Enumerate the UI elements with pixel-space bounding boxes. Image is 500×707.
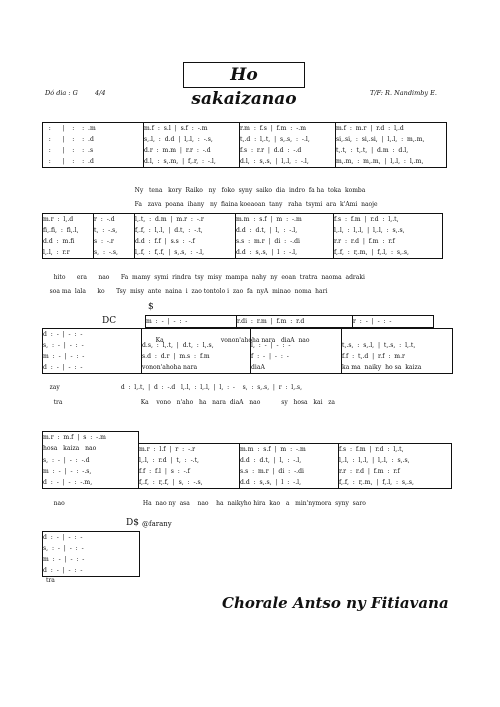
key-signature: Dó dia : G <box>45 89 78 97</box>
cell: m,.m, : m,.m, | l,.l, : l,.m, <box>336 156 447 168</box>
cell: m.r : l.f | r : -.r <box>139 443 240 455</box>
lyric: nao <box>98 274 110 281</box>
lyric: fa ha <box>308 187 325 194</box>
lyric: kai <box>313 399 323 406</box>
lyric: tra <box>46 577 55 584</box>
system-4 <box>42 431 452 507</box>
lyric: symi <box>154 274 169 281</box>
lyric: nahy <box>251 274 267 281</box>
lyric: nao <box>53 500 65 507</box>
cell: s, : - | - : - <box>43 340 142 351</box>
lyric: tany <box>269 201 283 208</box>
lyric: kory <box>168 187 182 194</box>
song-title: Ho sakaizanao <box>191 65 297 109</box>
cell: d.s, : l,.t, | d.t, : l,.s, <box>142 340 251 351</box>
lyric: naoma <box>321 274 342 281</box>
lyric: misy <box>129 288 145 295</box>
lyric: zava <box>147 201 162 208</box>
lyric: vono <box>156 399 171 406</box>
cell: m.r : m.f | s : -.m <box>43 432 139 444</box>
cell: m.m : s.f | m : -.m <box>236 214 334 226</box>
cell: s, : - | - : - <box>43 543 140 554</box>
cell: d.r : m.m | r.r : -.d <box>144 145 240 156</box>
lyric: eoan <box>281 274 296 281</box>
lyric: diaA <box>280 337 295 344</box>
lyric: nyA <box>256 288 269 295</box>
dc-marker: DC <box>102 316 117 326</box>
lyric: nao ny <box>155 500 176 507</box>
lyric: ihany <box>187 201 205 208</box>
lyric: ny <box>270 274 278 281</box>
lyric: lala <box>74 288 86 295</box>
lyric: hosa <box>293 399 308 406</box>
score-table <box>42 431 452 489</box>
cell: d.d : f.f | s.s : -.f <box>135 236 236 247</box>
score-table <box>42 122 447 168</box>
lyric: ha <box>198 399 207 406</box>
lyric: tsy <box>194 274 204 281</box>
cell: r : - | - : - <box>353 316 434 328</box>
cell: f.s : f.m | r.d : l,.t, <box>339 443 452 455</box>
lyric: tena <box>149 187 163 194</box>
lyric: ny <box>209 201 218 208</box>
cell: l,.t, : d.m | m.r : -.r <box>135 214 236 226</box>
lyric: n'aho <box>176 399 194 406</box>
cell: m.r : l,.d <box>43 214 94 226</box>
lyric: Ny <box>134 187 144 194</box>
lyric-line <box>42 281 327 302</box>
cell: m : - | - : - <box>146 316 237 328</box>
system-3 <box>42 328 453 406</box>
lyric: saiko <box>256 187 272 194</box>
time-signature: 4/4 <box>95 89 106 97</box>
lyric: rindra <box>172 274 192 281</box>
cell: : | : : .s <box>43 145 144 156</box>
cell: l,.l, : r.r <box>43 247 94 259</box>
cell: d.d : d.t, | l, : -.l, <box>236 225 334 236</box>
choir-signature: Chorale Antso ny Fitiavana <box>222 594 449 612</box>
cell: l, : - | - : - <box>251 340 342 351</box>
cell: m.f : s.l | s.f : -.m <box>144 123 240 135</box>
cell: d : - | - : - <box>43 532 140 544</box>
cell: : | : : .d <box>43 134 144 145</box>
lyric: ny <box>208 187 216 194</box>
lyric-line <box>46 392 335 413</box>
lyric-line <box>46 493 366 514</box>
cell: l,.l, : l,.l, | l,.l, : s,.s, <box>334 225 443 236</box>
lyric: naina <box>165 288 182 295</box>
cell: d : - | - : - <box>43 362 142 374</box>
ds-marker: D$ <box>126 518 139 528</box>
cell: r.di : r.m | f.m : r.d <box>237 316 353 328</box>
cell: s, : -.s, <box>94 247 135 259</box>
lyric: syny <box>238 187 253 194</box>
lyric: dia <box>275 187 286 194</box>
lyric: tra <box>53 399 63 406</box>
cell: d.d : s,.s, | l : -.l, <box>236 247 334 259</box>
lyric: adraki <box>345 274 365 281</box>
cell: f.f : t,.d | r.f : m.r <box>342 351 453 362</box>
cell: t,.t, : t,.t, | d.m : d.l, <box>336 145 447 156</box>
lyric-line <box>127 194 378 215</box>
score-table <box>42 213 443 259</box>
lyric: era <box>76 274 87 281</box>
lyric: poana <box>165 201 184 208</box>
lyric: toka <box>327 187 342 194</box>
cell: s.s : m.r | di : -.di <box>240 466 339 477</box>
lyric: tsymi <box>305 201 323 208</box>
cell <box>342 329 453 341</box>
cell: d : - | - : - <box>43 565 140 577</box>
cell: m.f : m.r | r.d : l,.d <box>336 123 447 135</box>
cell: d.l, : s,.m, | f,.r, : -.l, <box>144 156 240 168</box>
lyric: ko <box>97 288 105 295</box>
lyric: tratra <box>299 274 318 281</box>
cell: l,.l, : r.d | t, : -.t, <box>139 455 240 466</box>
lyric: fa <box>247 288 253 295</box>
system-5 <box>42 531 140 584</box>
score-table <box>42 328 453 374</box>
cell: vonon'ahoha nara <box>142 362 251 374</box>
lyric: nao <box>249 399 261 406</box>
cell: ka ma naiky ho sa kaiza <box>342 362 453 374</box>
lyric: hito <box>53 274 66 281</box>
lyric: fiaina koeaoan <box>221 201 266 208</box>
cell: d : - | - : -.m, <box>43 477 139 489</box>
lyric: zao <box>232 288 244 295</box>
cell: d : - | - : - <box>43 329 142 341</box>
lyric: ante <box>147 288 162 295</box>
lyric: minao <box>272 288 291 295</box>
author-credit: T/F: R. Nandimby E. <box>370 89 437 97</box>
lyric: i <box>185 288 188 295</box>
lyric: kao <box>269 500 281 507</box>
lyric: mamy <box>132 274 151 281</box>
lyric: naoje <box>361 201 378 208</box>
cell: m : - | - : -.s, <box>43 466 139 477</box>
cell: f.f : f.l | s : -.f <box>139 466 240 477</box>
lyric: Ka <box>155 337 164 344</box>
cell: r.m : f.s | f.m : -.m <box>240 123 336 135</box>
cell: t, : -.s, <box>94 225 135 236</box>
cell: d.d : s,.s, | l : -.l, <box>240 477 339 489</box>
cell: t,.d : l,.t, | s,.s, : -.l, <box>240 134 336 145</box>
title-box <box>183 62 305 109</box>
cell: hosa kaiza nao <box>43 443 139 455</box>
lyric: noma <box>294 288 312 295</box>
lyric: naikyho hira <box>227 500 266 507</box>
cell <box>251 329 342 341</box>
lyric: a <box>285 500 290 507</box>
lyric: ha <box>216 500 224 507</box>
lyric: komba <box>344 187 366 194</box>
lyric: nao <box>298 337 310 344</box>
fine-marker: @farany <box>142 520 172 528</box>
cell: s : -.r <box>94 236 135 247</box>
lyric: asa <box>179 500 190 507</box>
cell: s,.l, : d.d | l,.l, : -.s, <box>144 134 240 145</box>
cell: f : - | - : - <box>251 351 342 362</box>
cell: f.s : r.r | d.d : -.d <box>240 145 336 156</box>
lyric: soa ma <box>49 288 72 295</box>
cell: s, : - | - : -.d <box>43 455 139 466</box>
lyric: Fa <box>120 274 129 281</box>
lyric: syny <box>335 500 349 507</box>
cell: l,.f, : f,.f, | s,.s, : -.l, <box>135 247 236 259</box>
lyric: foko <box>221 187 235 194</box>
cell: m.m : s.f | m : -.m <box>240 443 339 455</box>
lyric: k'Ami <box>340 201 358 208</box>
system-2 <box>42 213 443 295</box>
system-1 <box>42 122 447 208</box>
lyric: zay <box>49 384 60 391</box>
lyric: mampa <box>225 274 248 281</box>
cell: d.l, : s,.s, | l,.l, : -.l, <box>240 156 336 168</box>
lyric: min'nymora <box>295 500 332 507</box>
cell: : | : : .m <box>43 123 144 135</box>
cell: m : - | - : - <box>43 351 142 362</box>
cell: fi,.fi, : fi,.l, <box>43 225 94 236</box>
system-3-head <box>145 315 434 344</box>
cell: r.r : r.d | f.m : r.f <box>334 236 443 247</box>
lyric: Fa <box>134 201 142 208</box>
cell: m : - | - : - <box>43 554 140 565</box>
cell: diaA <box>251 362 342 374</box>
lyric: misy <box>207 274 222 281</box>
notation: l,.l, : l,.l, | l, : - <box>181 384 235 391</box>
lyric: Ha <box>142 500 152 507</box>
lyric: Tsy <box>116 288 127 295</box>
cell: r.r : r.d | f.m : r.f <box>339 466 452 477</box>
lyric: raha <box>288 201 303 208</box>
cell: t,.s, : s,.l, | t,.s, : l,.t, <box>342 340 453 351</box>
cell: s.d : d.r | m.s : f.m <box>142 351 251 362</box>
lyric: indro <box>288 187 306 194</box>
cell: f,.f, : l,.l, | d.t, : -.t, <box>135 225 236 236</box>
cell: r : -.d <box>94 214 135 226</box>
lyric: hari <box>315 288 328 295</box>
cell: l,.l, : l,.l, | l,.l, : s,.s, <box>339 455 452 466</box>
segno-marker: $ <box>148 302 154 312</box>
cell: f.s : f.m | r.d : l,.t, <box>334 214 443 226</box>
lyric: zao tontolo i <box>191 288 230 295</box>
cell <box>142 329 251 341</box>
notation: d : l,.t, | d : -.d <box>120 384 176 391</box>
lyric: diaA <box>229 399 244 406</box>
lyric: sy <box>281 399 288 406</box>
lyric: nao <box>197 500 209 507</box>
cell: f,.f, : r,.m, | f,.l, : s,.s, <box>334 247 443 259</box>
score-table <box>42 531 140 577</box>
lyric: za <box>328 399 335 406</box>
lyric: vonon'ahoha nara <box>220 337 276 344</box>
lyric: Ka <box>140 399 149 406</box>
cell: s.s : m.r | di : -.di <box>236 236 334 247</box>
lyric: ara <box>326 201 337 208</box>
score-table <box>145 315 434 328</box>
cell: f,.f, : r,.m, | f,.l, : s,.s, <box>339 477 452 489</box>
lyric: saro <box>352 500 366 507</box>
lyric: Raiko <box>185 187 203 194</box>
cell: d.d : m.fi <box>43 236 94 247</box>
cell: f,.f, : r,.f, | s, : -.s, <box>139 477 240 489</box>
cell: : | : : .d <box>43 156 144 168</box>
lyric: nara <box>212 399 227 406</box>
cell: d.d : d.t, | l, : -.l, <box>240 455 339 466</box>
notation: s, : s,.s, | r : l,.s, <box>242 384 302 391</box>
cell: si,.si, : si,.si, | l,.l, : m,.m, <box>336 134 447 145</box>
